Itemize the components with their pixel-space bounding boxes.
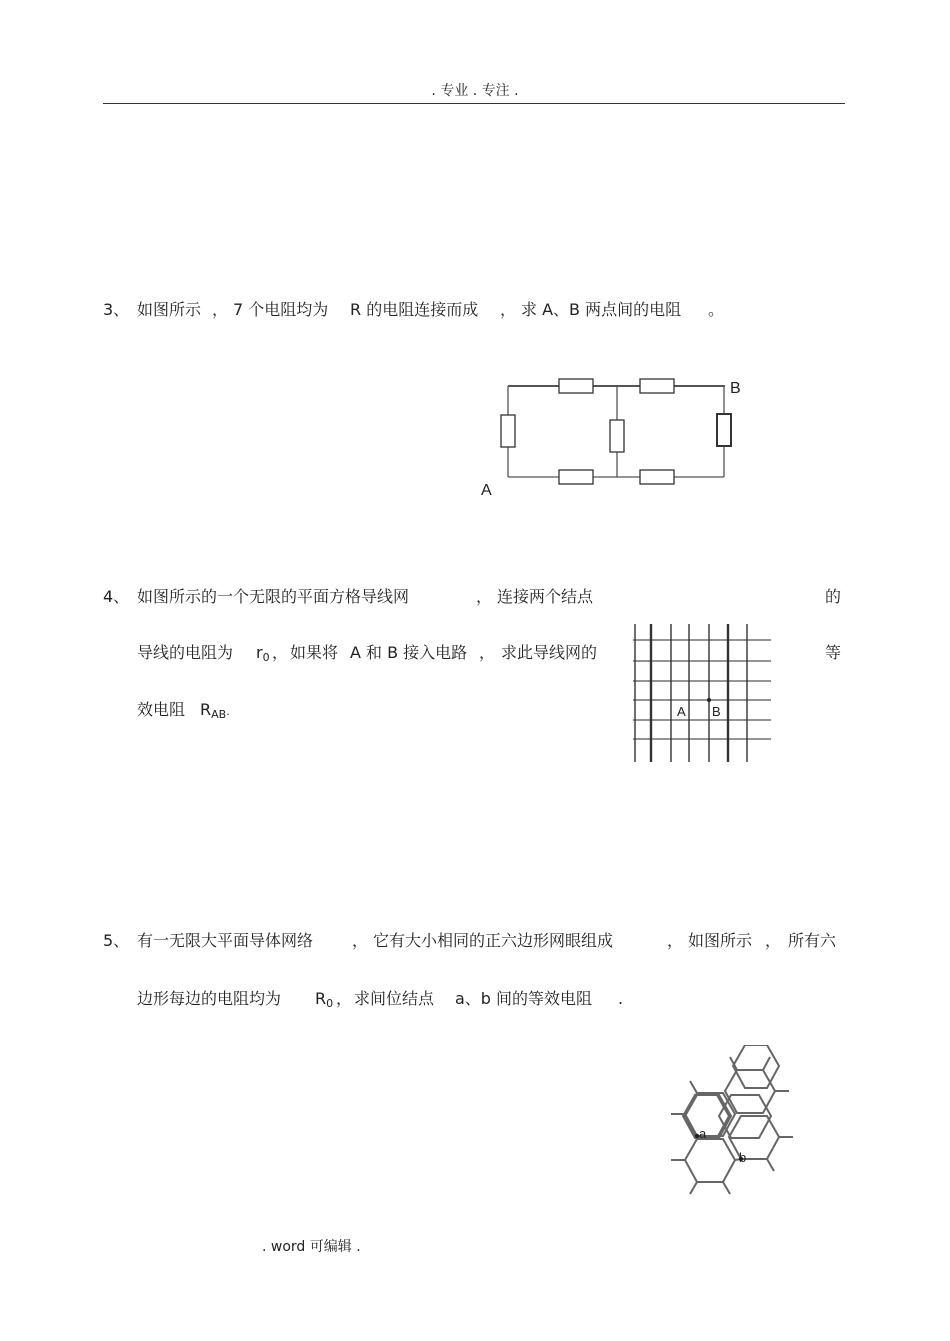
q5-line1-a: 有一无限大平面导体网络 [137, 931, 314, 950]
q5-hex-diagram [655, 1045, 805, 1210]
q4-line1-d: 的 [825, 587, 842, 606]
q3-text-1: 如图所示 [137, 300, 202, 319]
header-rule [103, 103, 845, 104]
q3-text-4: R 的电阻连接而成 [350, 300, 479, 319]
q4-label-a: A [677, 704, 686, 719]
hex-cell [733, 1045, 779, 1088]
q4-grid-diagram [625, 620, 775, 765]
q5-line1-g: 所有六 [788, 931, 837, 950]
page-header: . 专业 . 专注 . [431, 83, 519, 99]
q3-label-a: A [481, 482, 492, 499]
q3-text-5: ， [500, 300, 517, 319]
resistor-top-left [559, 379, 593, 393]
q4-line2-c: 如果将 [290, 643, 339, 662]
node-dot [707, 698, 711, 702]
q3-label-b: B [730, 380, 741, 397]
q4-line2-r: $r_0$ [256, 643, 270, 664]
q4-line2-e: ， [479, 643, 496, 662]
q3-text-7: 。 [708, 300, 725, 319]
q4-line3-r: $R_{AB}$. [200, 700, 230, 721]
q4-line1-a: 如图所示的一个无限的平面方格导线网 [137, 587, 410, 606]
q3-circuit-diagram [470, 370, 760, 505]
q4-line2-d: A 和 B 接入电路 [350, 643, 468, 662]
q5-line1-b: ， [352, 931, 369, 950]
q5-number: 5、 [103, 931, 130, 950]
q4-line1-b: ， [476, 587, 493, 606]
resistor-right [717, 414, 731, 446]
resistor-top-right [640, 379, 674, 393]
resistor-bottom-left [559, 470, 593, 484]
page-footer: . word 可编辑 . [262, 1239, 361, 1255]
resistor-bottom-right [640, 470, 674, 484]
q5-line1-d: ， [667, 931, 684, 950]
q4-number: 4、 [103, 587, 130, 606]
q5-line1-f: ， [765, 931, 782, 950]
q5-line2-a: 边形每边的电阻均为 [137, 989, 282, 1008]
q4-line3-a: 效电阻 [137, 700, 186, 719]
q4-line2-f: 求此导线网的 [501, 643, 598, 662]
q5-line2-d: a、b 间的等效电阻 [455, 989, 593, 1008]
resistor-middle [610, 420, 624, 452]
q3-text-6: 求 A、B 两点间的电阻 [521, 300, 682, 319]
resistor-left [501, 415, 515, 447]
q4-line1-c: 连接两个结点 [497, 587, 594, 606]
q4-line2-g: 等 [825, 643, 842, 662]
q5-line2-r: $R_0$ [315, 989, 334, 1010]
q5-line1-c: 它有大小相同的正六边形网眼组成 [373, 931, 614, 950]
q3-number: 3、 [103, 300, 130, 319]
q4-line2-b: ， [272, 643, 289, 662]
q4-label-b: B [712, 704, 721, 719]
q4-line2-a: 导线的电阻为 [137, 643, 234, 662]
q5-line2-b: ， [336, 989, 353, 1008]
q5-label-b: b [739, 1150, 747, 1165]
q3-text-2: ， [212, 300, 229, 319]
q5-line1-e: 如图所示 [688, 931, 753, 950]
q5-line2-e: . [618, 989, 624, 1008]
q5-line2-c: 求间位结点 [354, 989, 435, 1008]
q5-label-a: a [699, 1126, 707, 1141]
q3-text-3: 7 个电阻均为 [233, 300, 329, 319]
